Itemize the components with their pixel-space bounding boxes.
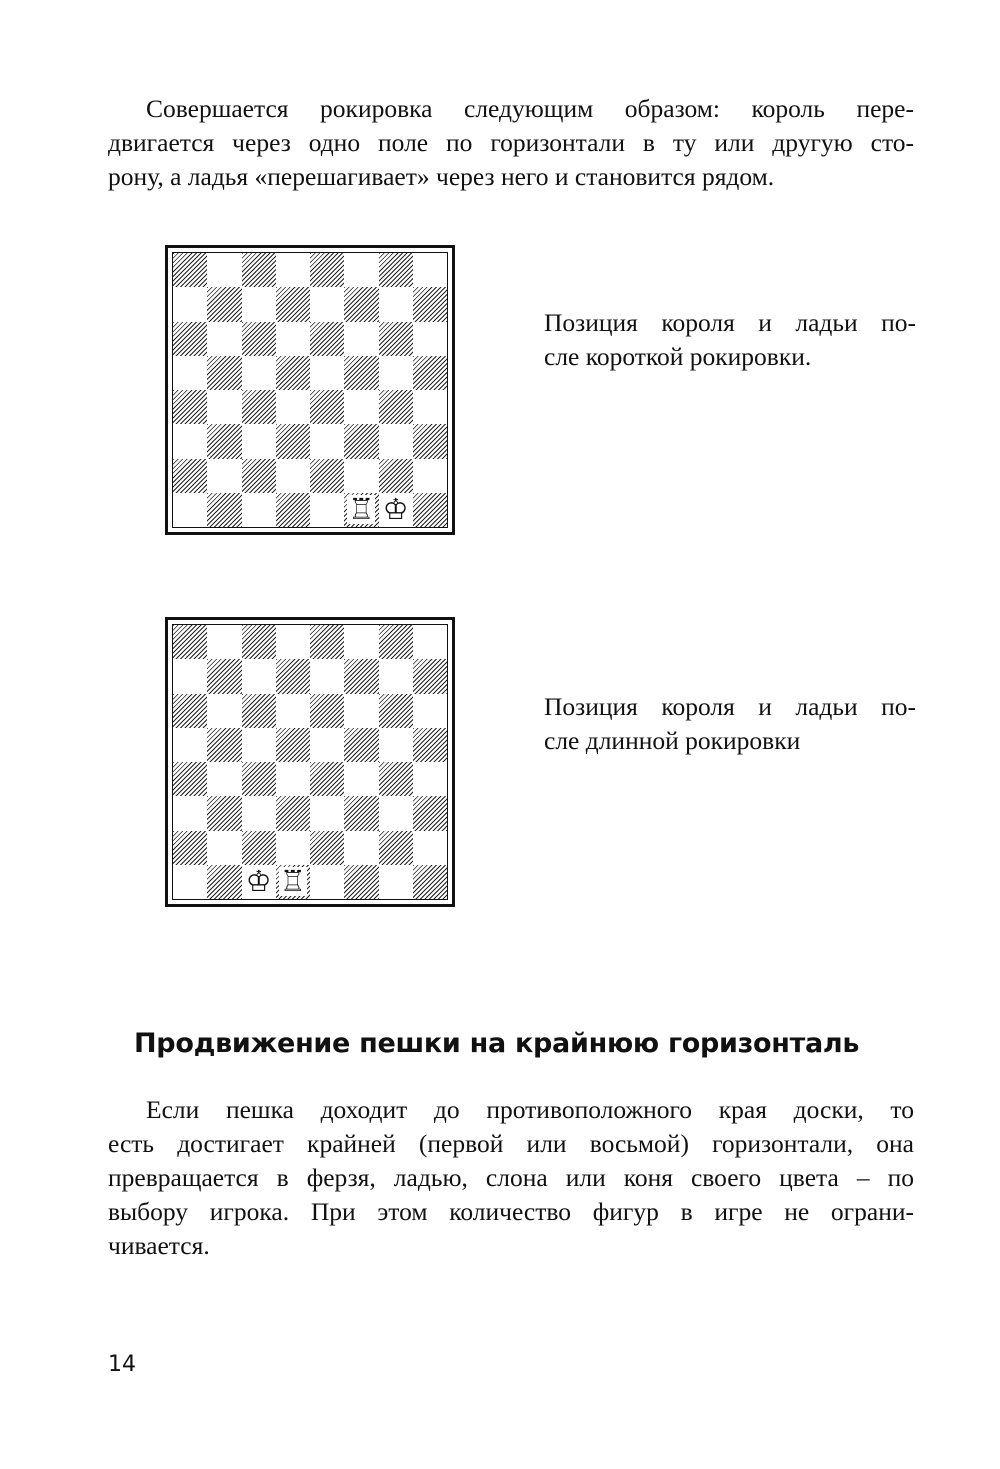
square-g2	[379, 459, 413, 493]
text-line: двигается через одно поле по горизонтали в ту или другую сто-	[108, 128, 914, 157]
board-grid	[172, 624, 448, 900]
square-e7	[310, 659, 344, 693]
square-h5	[413, 356, 447, 390]
square-e6	[310, 322, 344, 356]
text-line: Если пешка доходит до противоположного края доски, то	[146, 1095, 914, 1124]
white-rook-icon: ♖	[279, 864, 306, 899]
square-e7	[310, 287, 344, 321]
square-b2	[207, 459, 241, 493]
square-b5	[207, 728, 241, 762]
square-d6	[276, 322, 310, 356]
square-f6	[344, 694, 378, 728]
caption-line: сле короткой рокировки.	[544, 342, 812, 371]
white-king-icon: ♔	[382, 492, 409, 527]
square-c3	[242, 796, 276, 830]
square-b3	[207, 796, 241, 830]
intro-paragraph	[108, 92, 914, 194]
square-a8	[173, 253, 207, 287]
square-f1	[344, 865, 378, 899]
square-d5	[276, 728, 310, 762]
square-f1	[344, 493, 378, 527]
square-f5	[344, 356, 378, 390]
caption-line: сле длинной рокировки	[544, 726, 801, 755]
square-f2	[344, 459, 378, 493]
page-number: 14	[108, 1352, 136, 1377]
square-a6	[173, 322, 207, 356]
square-b3	[207, 424, 241, 458]
square-e3	[310, 796, 344, 830]
square-h8	[413, 625, 447, 659]
square-c5	[242, 728, 276, 762]
square-d5	[276, 356, 310, 390]
square-c8	[242, 625, 276, 659]
text-line: выбору игрока. При этом количество фигур в игре не ограни-	[108, 1197, 914, 1226]
square-a7	[173, 287, 207, 321]
square-d1	[276, 865, 310, 899]
square-e6	[310, 694, 344, 728]
square-b8	[207, 253, 241, 287]
promotion-paragraph	[108, 1093, 914, 1263]
square-h6	[413, 694, 447, 728]
square-c6	[242, 694, 276, 728]
square-b1	[207, 865, 241, 899]
square-e4	[310, 390, 344, 424]
chessboard-short-castling	[165, 245, 455, 535]
square-e5	[310, 728, 344, 762]
square-b4	[207, 390, 241, 424]
square-d3	[276, 424, 310, 458]
square-f3	[344, 424, 378, 458]
square-g7	[379, 287, 413, 321]
square-c1	[242, 493, 276, 527]
square-e4	[310, 762, 344, 796]
square-g5	[379, 728, 413, 762]
square-f7	[344, 659, 378, 693]
square-d1	[276, 493, 310, 527]
square-f7	[344, 287, 378, 321]
square-c2	[242, 831, 276, 865]
text-line: есть достигает крайней (первой или восьмой) горизонтали, она	[108, 1129, 914, 1158]
square-f6	[344, 322, 378, 356]
caption-short-castling	[544, 306, 916, 374]
square-e3	[310, 424, 344, 458]
square-g3	[379, 424, 413, 458]
square-h1	[413, 493, 447, 527]
square-h8	[413, 253, 447, 287]
square-f2	[344, 831, 378, 865]
square-e8	[310, 253, 344, 287]
square-a4	[173, 762, 207, 796]
square-g5	[379, 356, 413, 390]
square-h7	[413, 659, 447, 693]
square-g8	[379, 253, 413, 287]
square-a3	[173, 424, 207, 458]
square-f3	[344, 796, 378, 830]
board-grid	[172, 252, 448, 528]
text-line: превращается в ферзя, ладью, слона или коня своего цвета – по	[108, 1163, 914, 1192]
square-a1	[173, 493, 207, 527]
square-h2	[413, 459, 447, 493]
square-b6	[207, 694, 241, 728]
square-a2	[173, 831, 207, 865]
square-d7	[276, 287, 310, 321]
white-rook-icon: ♖	[348, 492, 375, 527]
square-a8	[173, 625, 207, 659]
square-a3	[173, 796, 207, 830]
square-e2	[310, 831, 344, 865]
section-heading: Продвижение пешки на крайнюю горизонталь	[134, 1028, 860, 1059]
square-h4	[413, 390, 447, 424]
square-e2	[310, 459, 344, 493]
square-h6	[413, 322, 447, 356]
square-e1	[310, 493, 344, 527]
square-a7	[173, 659, 207, 693]
square-h7	[413, 287, 447, 321]
caption-long-castling	[544, 690, 916, 758]
square-d6	[276, 694, 310, 728]
square-c7	[242, 287, 276, 321]
square-c4	[242, 762, 276, 796]
square-a6	[173, 694, 207, 728]
square-f8	[344, 625, 378, 659]
square-e1	[310, 865, 344, 899]
square-c6	[242, 322, 276, 356]
square-d2	[276, 831, 310, 865]
square-h2	[413, 831, 447, 865]
square-f4	[344, 762, 378, 796]
square-d7	[276, 659, 310, 693]
square-g3	[379, 796, 413, 830]
square-g1	[379, 865, 413, 899]
square-d8	[276, 253, 310, 287]
square-g6	[379, 694, 413, 728]
square-f5	[344, 728, 378, 762]
square-f8	[344, 253, 378, 287]
square-b8	[207, 625, 241, 659]
text-line: Совершается рокировка следующим образом: король пере-	[146, 94, 914, 123]
square-h3	[413, 796, 447, 830]
square-f4	[344, 390, 378, 424]
square-c4	[242, 390, 276, 424]
square-b4	[207, 762, 241, 796]
square-e8	[310, 625, 344, 659]
square-b7	[207, 287, 241, 321]
square-g2	[379, 831, 413, 865]
square-h3	[413, 424, 447, 458]
text-line: рону, а ладья «перешагивает» через него и становится рядом.	[108, 162, 775, 191]
text-line: чивается.	[108, 1231, 210, 1260]
caption-line: Позиция короля и ладьи по-	[544, 692, 916, 721]
square-g4	[379, 390, 413, 424]
chessboard-long-castling	[165, 617, 455, 907]
square-c3	[242, 424, 276, 458]
caption-line: Позиция короля и ладьи по-	[544, 308, 916, 337]
square-a1	[173, 865, 207, 899]
square-a4	[173, 390, 207, 424]
square-b2	[207, 831, 241, 865]
square-c1	[242, 865, 276, 899]
square-d3	[276, 796, 310, 830]
square-g6	[379, 322, 413, 356]
square-b7	[207, 659, 241, 693]
square-b5	[207, 356, 241, 390]
square-d4	[276, 390, 310, 424]
square-g8	[379, 625, 413, 659]
square-c7	[242, 659, 276, 693]
square-c5	[242, 356, 276, 390]
white-king-icon: ♔	[245, 864, 272, 899]
square-h1	[413, 865, 447, 899]
square-g1	[379, 493, 413, 527]
square-d8	[276, 625, 310, 659]
square-a5	[173, 728, 207, 762]
square-b6	[207, 322, 241, 356]
square-d4	[276, 762, 310, 796]
square-h5	[413, 728, 447, 762]
square-g7	[379, 659, 413, 693]
square-d2	[276, 459, 310, 493]
square-c8	[242, 253, 276, 287]
square-g4	[379, 762, 413, 796]
square-h4	[413, 762, 447, 796]
square-e5	[310, 356, 344, 390]
square-a2	[173, 459, 207, 493]
square-b1	[207, 493, 241, 527]
square-c2	[242, 459, 276, 493]
square-a5	[173, 356, 207, 390]
